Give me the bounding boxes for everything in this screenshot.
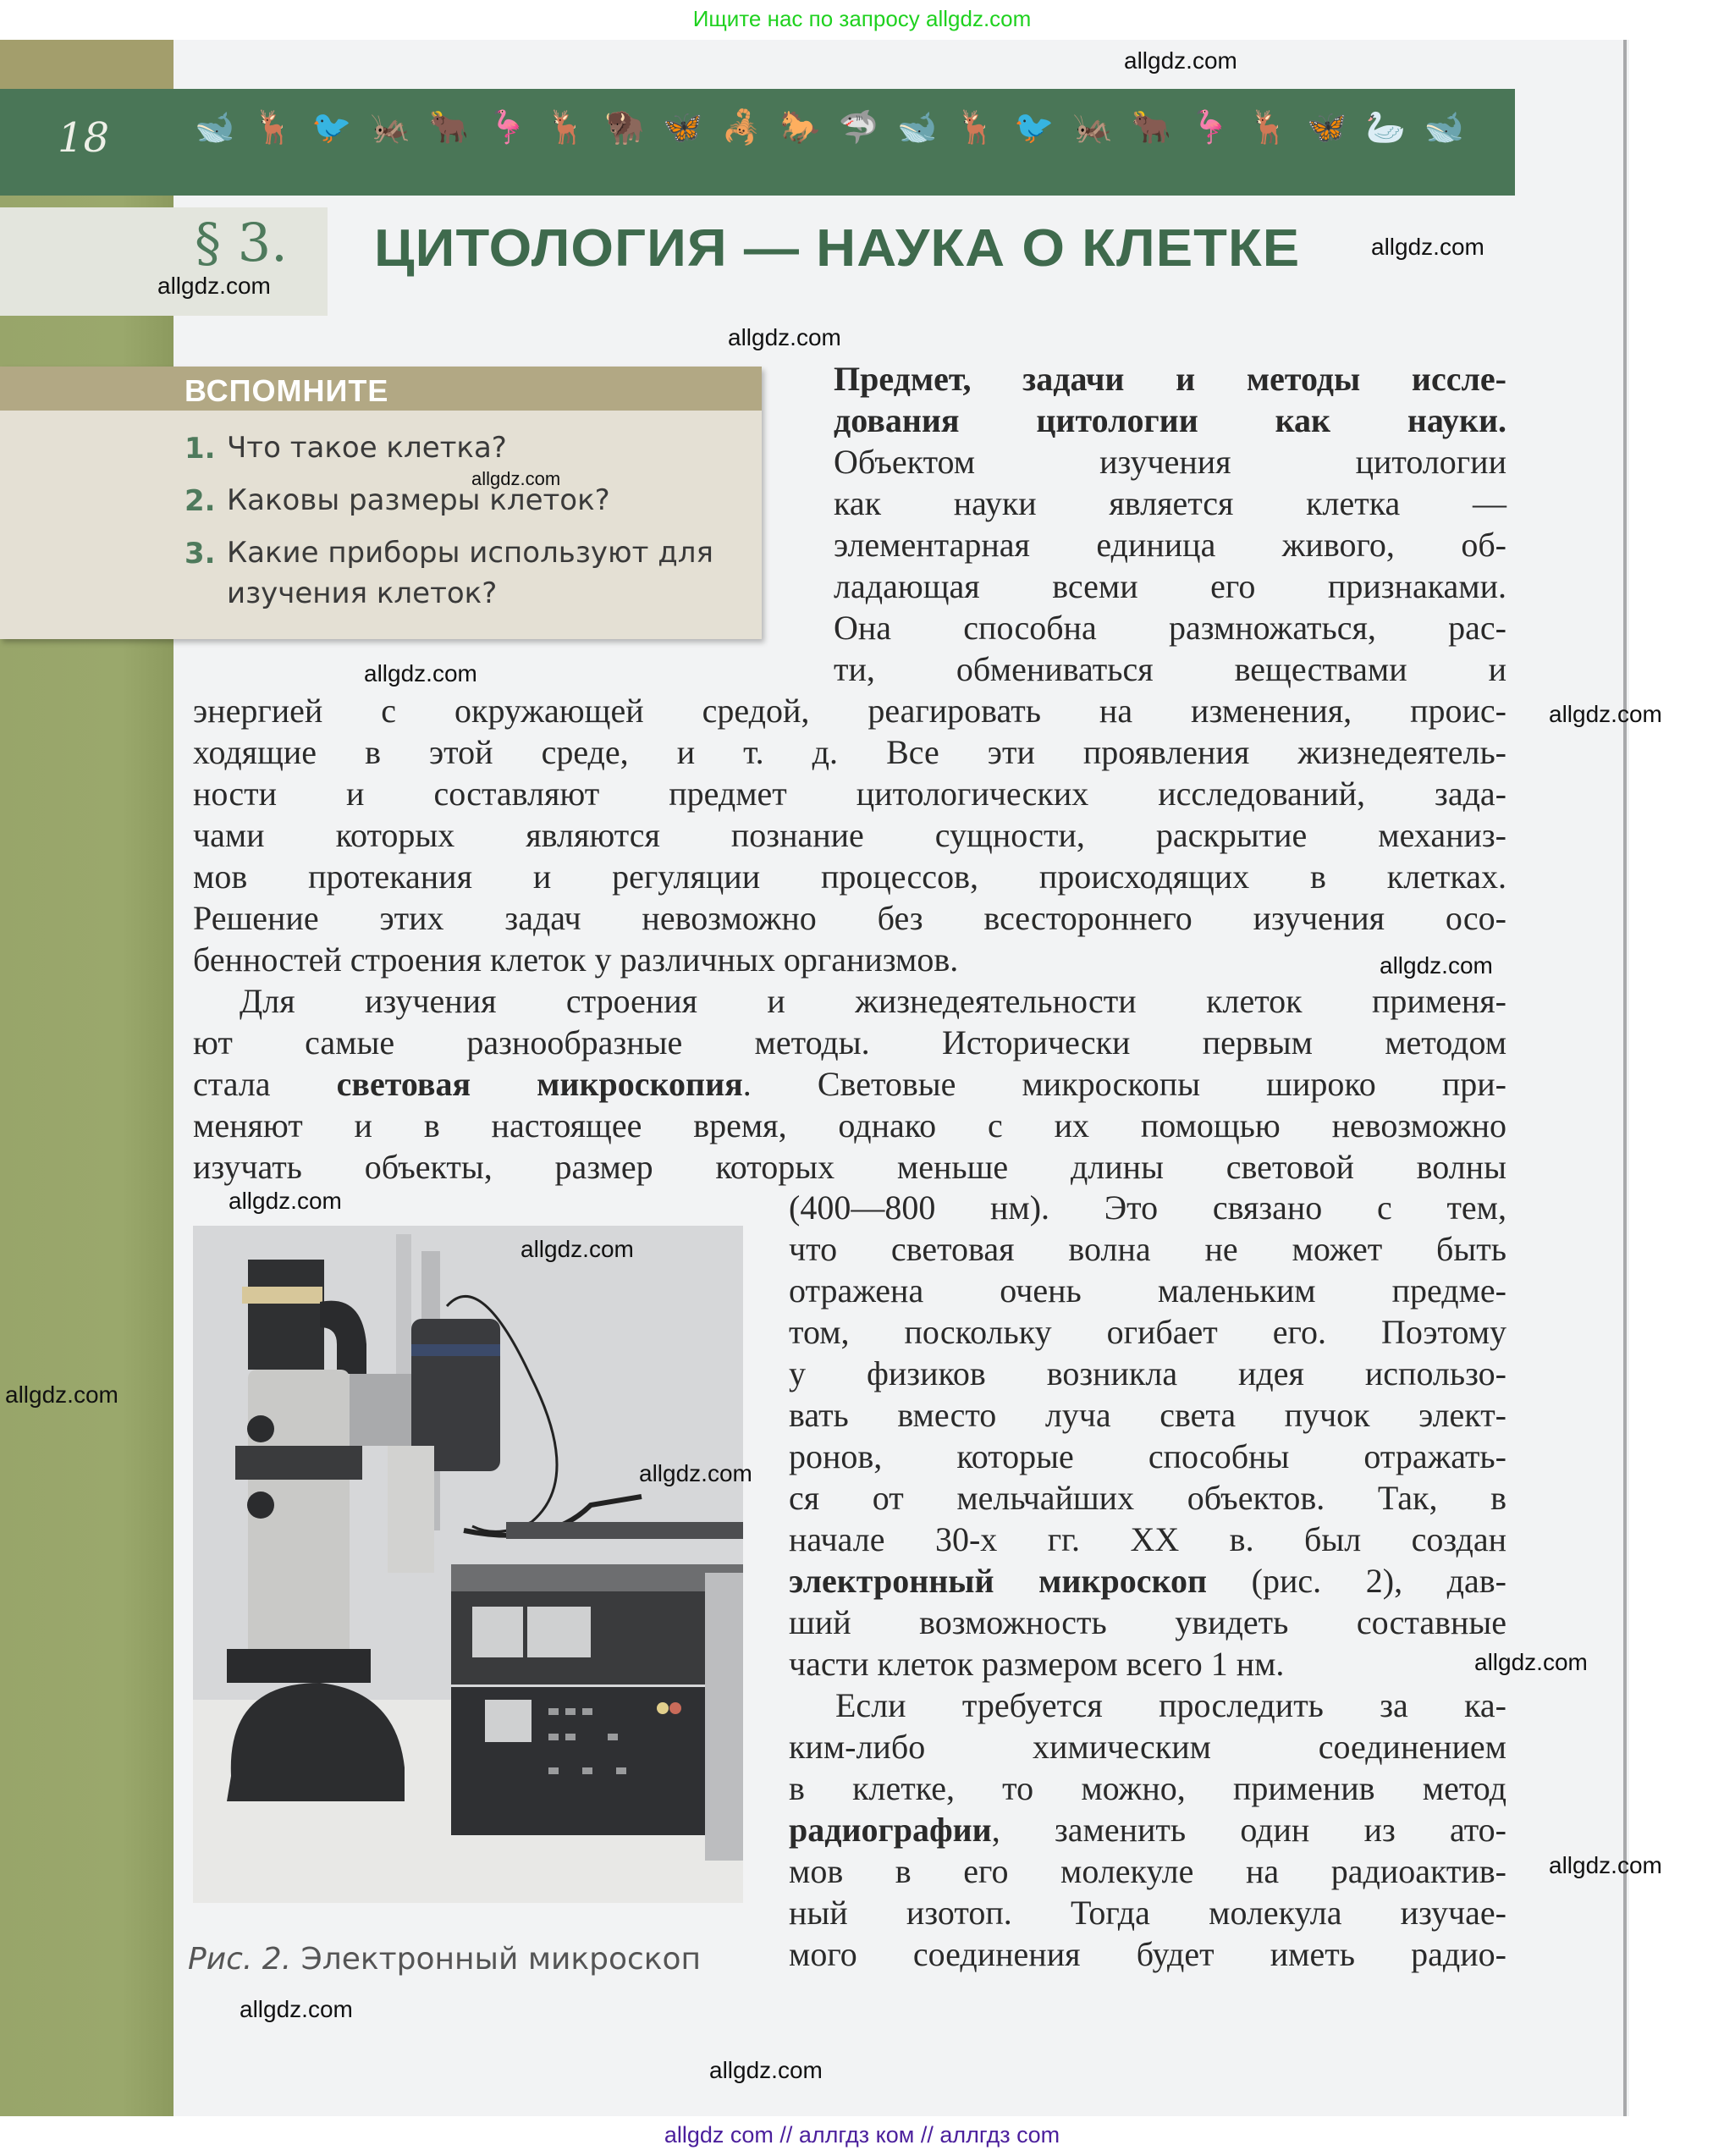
watermark: allgdz.com <box>521 1236 634 1262</box>
watermark: allgdz.com <box>1124 47 1237 74</box>
text-line: ший возможность увидеть составные <box>789 1603 1506 1641</box>
text-line <box>834 358 1506 400</box>
whale-icon: 🐋 <box>897 108 938 146</box>
recall-question <box>185 427 743 470</box>
sidebar-top-strip <box>0 40 174 91</box>
text-line: отражена очень маленьким предме- <box>789 1271 1506 1310</box>
text-line: ности и составляют предмет цитологических исследований, зада- <box>193 775 1506 813</box>
paragraph-full-width <box>193 690 1506 1188</box>
text-line: мого соединения будет иметь радио- <box>789 1935 1506 1973</box>
watermark: allgdz.com <box>471 468 561 489</box>
crane-icon: 🦩 <box>1189 108 1231 146</box>
horse-icon: 🐎 <box>779 108 821 146</box>
watermark: allgdz.com <box>1474 1649 1588 1675</box>
watermark: allgdz.com <box>1371 234 1484 260</box>
figure-caption <box>188 1942 701 1977</box>
bull-icon: 🐂 <box>428 108 470 146</box>
left-sidebar-strip <box>0 40 174 2116</box>
text-line: бенностей строения клеток у различных организмов. <box>193 940 959 979</box>
term-radiography: радиографии <box>789 1811 992 1849</box>
watermark: allgdz.com <box>157 273 271 299</box>
text-line: ким-либо химическим соединением <box>789 1728 1506 1766</box>
text-line: части клеток размером всего 1 нм. <box>789 1645 1285 1683</box>
whale-icon: 🐋 <box>1424 108 1464 146</box>
bull-icon: 🐂 <box>1131 108 1172 146</box>
text-line: чами которых являются познание сущности, раскрытие механиз- <box>193 816 1506 854</box>
watermark: allgdz.com <box>1380 952 1493 979</box>
text-line: Объектом изучения цитологии <box>834 443 1506 481</box>
page-number: 18 <box>58 114 110 162</box>
text-line: ходящие в этой среде, и т. д. Все эти проявления жизнедеятель- <box>193 733 1506 771</box>
watermark: allgdz.com <box>728 324 841 350</box>
watermark: allgdz.com <box>364 660 477 687</box>
page-edge <box>1623 40 1627 2116</box>
text-line: элементарная единица живого, об- <box>834 526 1506 564</box>
term-electron-microscope: электронный микроскоп <box>789 1562 1208 1600</box>
recall-box <box>0 367 762 639</box>
text-run: , заменить один из ато- <box>991 1811 1506 1849</box>
animal-silhouettes-strip <box>195 102 1464 152</box>
watermark: allgdz.com <box>5 1381 118 1408</box>
antelope-icon: 🦌 <box>1248 108 1289 146</box>
text-run: . Световые микроскопы широко при- <box>742 1065 1506 1103</box>
text-line: ся от мельчайших объектов. Так, в <box>789 1479 1506 1517</box>
question-text: Каковы размеры клеток? <box>227 483 610 517</box>
text-line: меняют и в настоящее время, однако с их помощью невозможно <box>193 1106 1506 1144</box>
text-line: что световая волна не может быть <box>789 1230 1506 1268</box>
figure-label: Рис. 2. <box>188 1942 292 1977</box>
recall-questions <box>185 427 743 624</box>
text-line <box>789 1560 1506 1602</box>
text-line: мов в его молекуле на радиоактив- <box>789 1852 1506 1890</box>
insect-icon: 🦗 <box>370 108 410 146</box>
text-line: ладающая всеми его признаками. <box>834 567 1506 605</box>
section-number: § 3. <box>195 212 288 273</box>
subheading: дования цитологии как науки. <box>834 401 1506 439</box>
text-line: Если требуется проследить за ка- <box>835 1686 1506 1724</box>
electron-microscope-photo <box>193 1226 743 1903</box>
text-run: стала <box>193 1065 337 1103</box>
recall-question <box>185 480 743 522</box>
text-line: мов протекания и регуляции процессов, происходящих в клетках. <box>193 857 1506 896</box>
recall-title: ВСПОМНИТЕ <box>185 373 389 408</box>
antelope-icon: 🦌 <box>546 108 587 146</box>
text-line <box>193 1063 1506 1105</box>
scorpion-icon: 🦂 <box>721 108 762 146</box>
watermark: allgdz.com <box>229 1188 342 1214</box>
butterfly-icon: 🦋 <box>663 108 703 146</box>
text-run: (рис. 2), дав- <box>1207 1562 1506 1600</box>
recall-header <box>0 367 762 411</box>
question-text: Что такое клетка? <box>227 431 507 465</box>
paragraph-intro <box>834 358 1506 690</box>
subheading: Предмет, задачи и методы иссле- <box>834 360 1506 398</box>
text-line: Она способна размножаться, рас- <box>834 609 1506 647</box>
insect-icon: 🦗 <box>1072 108 1113 146</box>
text-line: ти, обмениваться веществами и <box>834 650 1506 688</box>
text-line: вать вместо луча света пучок элект- <box>789 1396 1506 1434</box>
footer-links: allgdz com // аллгдз ком // аллгдз com <box>0 2118 1724 2156</box>
text-line: Для изучения строения и жизнедеятельности клеток применя- <box>240 982 1506 1020</box>
section-title: ЦИТОЛОГИЯ — НАУКА О КЛЕТКЕ <box>374 219 1301 278</box>
watermark: allgdz.com <box>1549 701 1662 727</box>
paragraph-electron <box>789 1187 1506 1975</box>
text-line: как науки является клетка — <box>834 484 1506 522</box>
text-line: начале 30-х гг. XX в. был создан <box>789 1520 1506 1558</box>
text-line <box>834 400 1506 441</box>
watermark: allgdz.com <box>639 1460 752 1486</box>
bison-icon: 🦬 <box>604 108 645 146</box>
question-number: 2. <box>185 484 216 518</box>
watermark: allgdz.com <box>1549 1852 1662 1878</box>
search-banner: Ищите нас по запросу allgdz.com <box>692 6 1032 31</box>
text-line: ют самые разнообразные методы. Исторически первым методом <box>193 1023 1506 1061</box>
question-text: Какие приборы используют для изучения клеток? <box>227 536 713 610</box>
text-line <box>789 1809 1506 1850</box>
text-line: ронов, которые способны отражать- <box>789 1437 1506 1475</box>
butterfly-icon: 🦋 <box>1307 108 1347 146</box>
whale-icon: 🐋 <box>195 108 235 146</box>
watermark: allgdz.com <box>240 1996 353 2022</box>
crane-icon: 🦩 <box>487 108 528 146</box>
shark-icon: 🦈 <box>838 108 879 146</box>
text-line: Решение этих задач невозможно без всестороннего изучения осо- <box>193 899 1506 937</box>
deer-icon: 🦌 <box>956 108 996 146</box>
text-line: энергией с окружающей средой, реагировать на изменения, проис- <box>193 692 1506 730</box>
term-light-microscopy: световая микроскопия <box>336 1065 743 1103</box>
question-number: 1. <box>185 432 216 466</box>
bird-icon: 🐦 <box>311 108 352 146</box>
deer-icon: 🦌 <box>253 108 294 146</box>
text-line: в клетке, то можно, применив метод <box>789 1769 1506 1807</box>
recall-question <box>185 532 743 614</box>
text-line: ный изотоп. Тогда молекула изучае- <box>789 1894 1506 1932</box>
text-line: том, поскольку огибает его. Поэтому <box>789 1313 1506 1351</box>
text-line: (400—800 нм). Это связано с тем, <box>789 1188 1506 1227</box>
watermark: allgdz.com <box>709 2057 823 2083</box>
text-line: изучать объекты, размер которых меньше длины световой волны <box>193 1148 1506 1186</box>
text-line: у физиков возникла идея использо- <box>789 1354 1506 1392</box>
heron-icon: 🦢 <box>1365 108 1406 146</box>
bird-icon: 🐦 <box>1014 108 1055 146</box>
question-number: 3. <box>185 537 216 571</box>
figure-caption-text: Электронный микроскоп <box>300 1942 702 1977</box>
